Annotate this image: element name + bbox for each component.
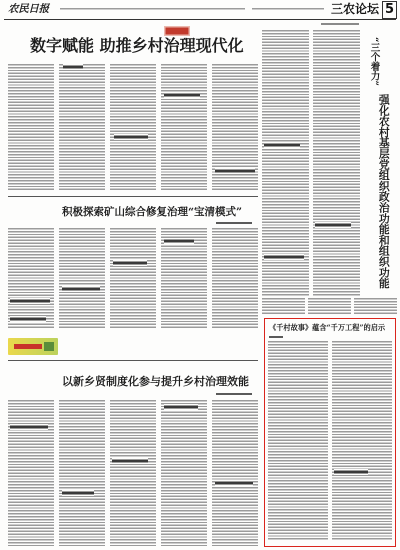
body-text-column [161,400,207,546]
headline: 《千村故事》蕴含“千万工程”的启示 [269,323,386,332]
subhead-bar [164,404,198,410]
body-text-column [110,228,156,328]
subhead-bar [113,260,147,266]
headline: 积极探索矿山综合修复治理“宝清模式” [62,206,243,218]
body-text-column [110,400,156,546]
byline-bar [216,393,252,395]
subhead-bar [334,469,368,475]
body-text-column [212,400,258,546]
subhead-bar [10,424,48,430]
body-text-column [308,298,351,315]
body-text-column [59,400,105,546]
subhead-bar [62,490,94,496]
article-continuation[interactable] [261,298,398,316]
paper-logo: 农民日报 [8,3,49,15]
masthead-rule [4,19,396,20]
body-text-column [8,400,54,546]
byline-bar [63,64,83,70]
masthead [0,0,400,20]
headline-main: 强化农村基层党组织政治功能和组织功能 [377,94,391,289]
page-number: 5 [382,1,397,19]
body-text-column [110,64,156,190]
subhead-bar [215,480,253,486]
body-text-column [8,64,54,190]
headline: 以新乡贤制度化参与提升乡村治理效能 [62,375,249,388]
masthead-info-line [60,8,245,10]
body-text-column [59,228,105,328]
editor-line [321,23,359,25]
subhead-bar [215,168,255,174]
body-text-column [59,64,105,190]
article-mining-restoration[interactable] [6,198,260,360]
subhead-bar [315,222,351,228]
subhead-bar [264,142,300,148]
section-rule [8,196,258,197]
column-logo-emblem [44,342,54,351]
byline-bar [216,222,252,224]
subhead-bar [264,254,304,260]
byline-bar [269,336,283,338]
subhead-bar [164,238,194,244]
body-text-column [262,298,305,315]
body-text-column [212,228,258,328]
body-text-column [8,228,54,328]
headline-lead: “三个着力” [368,37,380,86]
subhead-bar [164,92,200,98]
subhead-bar [114,134,148,140]
subhead-bar [10,298,50,304]
body-text-column [161,64,207,190]
subhead-bar [62,286,100,292]
column-logo-graphic [8,338,58,355]
body-text-column [313,30,360,296]
body-text-column [354,298,397,315]
subhead-bar [10,316,46,322]
section-rule [8,360,258,361]
featured-article-qiancun-stories[interactable] [264,318,396,547]
body-text-column [268,341,328,541]
headline: 数字赋能 助推乡村治理现代化 [30,36,244,55]
subhead-bar [112,458,148,464]
column-logo-mark [14,344,42,349]
article-digital-governance[interactable] [6,22,260,196]
column-tag [164,26,190,36]
article-party-organization[interactable] [261,22,398,296]
date-line [252,8,324,10]
section-title: 三农论坛 [331,2,380,16]
body-text-column [332,341,392,541]
article-new-gentry[interactable] [6,362,260,548]
